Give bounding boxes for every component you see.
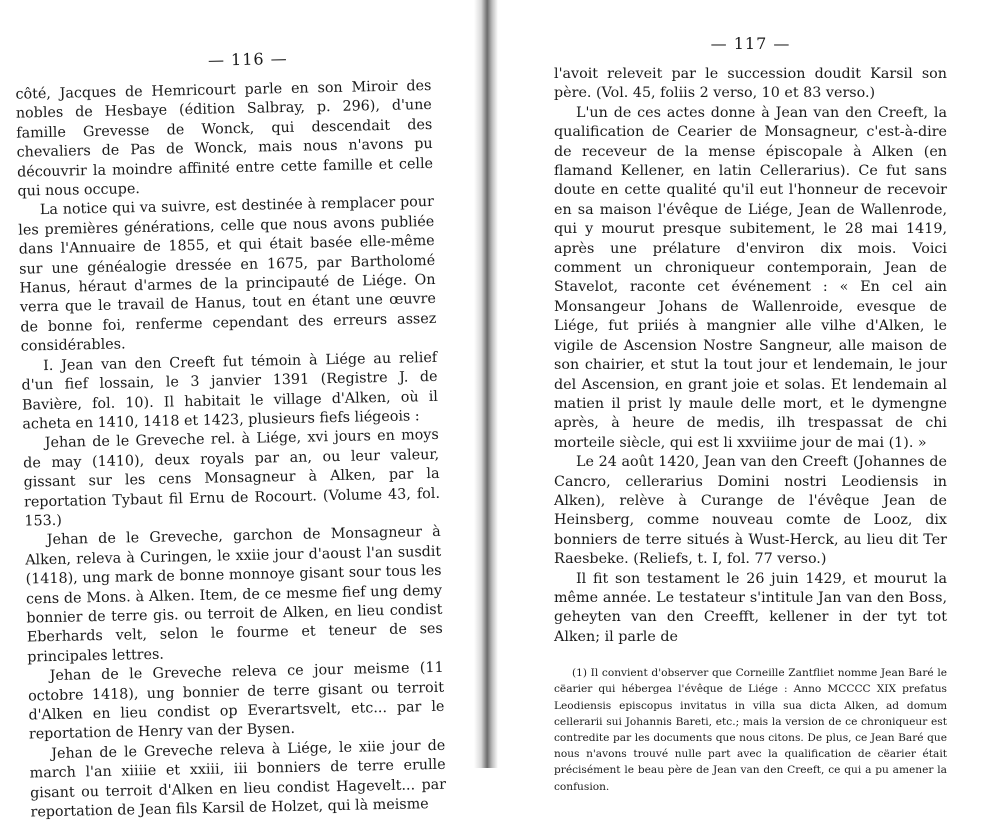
right-paragraph: Le 24 août 1420, Jean van den Creeft (Johannes de Cancro, cellerarius Domini nostri Leodiensis in Alken), relève à Curange de l'évêque Jean de Heinsberg, comme nouveau comte de Looz, dix bonniers de terre situés à Wust-Herck, au lieu dit Ter Raesbeke. (Reliefs, t. I, fol. 77 verso.) bbox=[554, 454, 947, 568]
left-page-body bbox=[15, 77, 446, 823]
left-paragraph: I. Jean van den Creeft fut témoin à Liége au relief d'un fief lossain, le 3 janvier 1391 (Registre J. de Bavière, fol. 10). Il habitait le village d'Alken, où il acheta en 1410, 1418 et 1423, plusieurs fiefs liégeois : bbox=[21, 349, 439, 433]
left-paragraph: côté, Jacques de Hemricourt parle en son Miroir des nobles de Hesbaye (édition Salbray, p. 296), d'une famille Grevesse de Wonck, qui descendait des chevaliers de Pas de Wonck, mais nous n'avons pu découvrir la moindre affinité entre cette famille et celle qui nous occupe. bbox=[15, 77, 434, 200]
right-page bbox=[496, 0, 983, 793]
right-paragraph: L'un de ces actes donne à Jean van den Creeft, la qualification de Cearier de Monsagneur, c'est-à-dire de receveur de la mense épiscopale à Alken (en flamand Kellener, en latin Cellerarius). Ce fut sans doute en cette qualité qu'il eut l'honneur de recevoir en sa maison l'évêque de Liége, Jean de Wallenrode, qui y mourut presque subitement, le 28 mai 1419, après une prélature d'environ dix mois. Voici comment un chroniqueur contemporain, Jean de Stavelot, raconte cet événement : « En cel ain Monsangeur Johans de Wallenroide, evesque de Liége, fut priiés à mangnier alle vilhe d'Alken, le vigile de Ascension Nostre Sangneur, alle maison de son chairier, et stut la tout jour et lendemain, le jour del Ascension, en grant joie et solas. Et lendemain al matien il prist ly maule delle mort, et le dymengne après, à heure de medis, ilh trespassat de chi morteile siècle, qui est li xxviiime jour de mai (1). » bbox=[554, 104, 947, 451]
book-gutter bbox=[474, 0, 498, 768]
right-page-body bbox=[554, 65, 947, 647]
footnotes bbox=[554, 665, 947, 795]
left-paragraph: Jehan de le Greveche releva ce jour meisme (11 octobre 1418), ung bonnier de terre gisant ou terroit d'Alken en lieu condist op Everartsvelt, etc... par le reportation de Henry van der Bysen. bbox=[27, 659, 445, 743]
left-paragraph: La notice qui va suivre, est destinée à remplacer pour les premières générations, celle que nous avons publiée dans l'Annuaire de 1855, et qui était basée elle-même sur une généalogie dressée en 1675, par Bartholomé Hanus, héraut d'armes de la principauté de Liége. On verra que le travail de Hanus, tout en étant une œuvre de bonne foi, renferme cependant des erreurs assez considérables. bbox=[18, 194, 437, 355]
footnote: (1) Il convient d'observer que Corneille Zantfliet nomme Jean Baré le cëarier qui hébergea l'évêque de Liége : Anno MCCCC XIX prefatus Leodiensis episcopus invitatus in villa sua dicta Alken, ad domum cellerarii sui Johannis Bareti, etc.; mais la version de ce chroniqueur est contredite par les documents que nous citons. De plus, ce Jean Baré que nous n'avons trouvé nulle part avec la qualification de cëarier était précisément le beau père de Jean van den Creeft, ce qui a pu amener la confusion. bbox=[554, 667, 947, 793]
right-page-number: — 117 — bbox=[710, 34, 791, 53]
left-paragraph: Jehan de le Greveche, garchon de Monsagneur à Alken, releva à Curingen, le xxiie jour d'aoust l'an susdit (1418), ung mark de bonne monnoye gisant sour tous les cens de Mons. à Alken. Item, de ce mesme fief ung demy bonnier de terre gis. ou terroit de Alken, en lieu condist Eberhards velt, selon le fourme et teneur de ses principales lettres. bbox=[25, 524, 443, 666]
right-paragraph: Il fit son testament le 26 juin 1429, et mourut la même année. Le testateur s'intitule Jan van den Boss, geheyten van den Creefft, kellener in der tyt tot Alken; il parle de bbox=[554, 570, 947, 645]
left-paragraph: Jehan de le Greveche rel. à Liége, xvi jours en moys de may (1410), deux royals par an, ou leur valeur, gissant sur les cens Monsagneur à Alken, par la reportation Tybaut fil Ernu de Rocourt. (Volume 43, fol. 153.) bbox=[23, 427, 441, 530]
left-paragraph: Jehan de le Greveche releva à Liége, le xiie jour de march l'an xiiiie et xxiii, iii bonniers de terre erulle gisant ou terroit d'Alken en lieu condist Hagevelt... par reportation de Jean fils Karsil de Holzet, qui là meisme bbox=[29, 737, 447, 821]
left-page bbox=[0, 0, 488, 821]
left-page-number: — 116 — bbox=[207, 48, 288, 70]
right-paragraph: l'avoit releveit par le succession doudit Karsil son père. (Vol. 45, foliis 2 verso, 10 et 83 verso.) bbox=[554, 66, 947, 102]
